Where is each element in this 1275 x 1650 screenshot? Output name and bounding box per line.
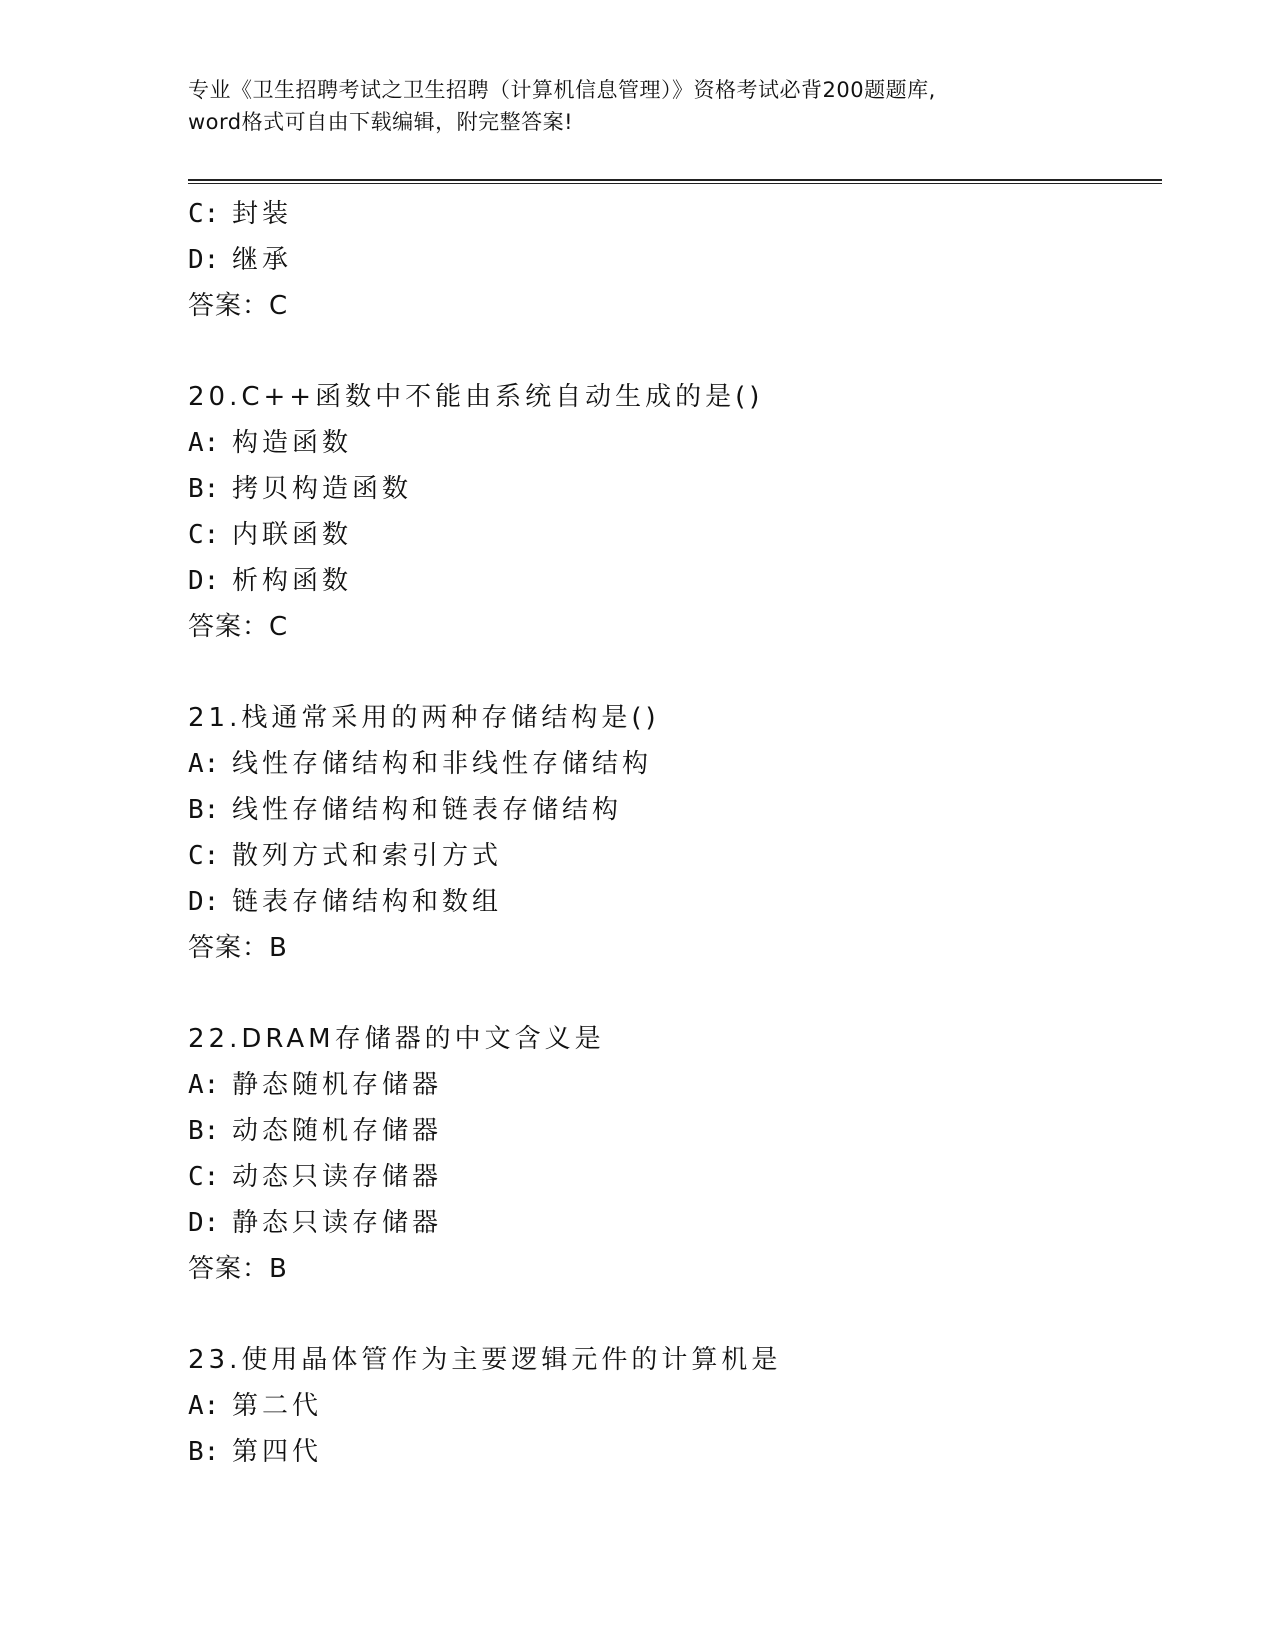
option-key: C: — [188, 841, 220, 871]
option-text: 静态随机存储器 — [232, 1070, 443, 1100]
option-key: B: — [188, 474, 220, 504]
question-block-20 — [188, 374, 1148, 650]
question-text: 20.C++函数中不能由系统自动生成的是() — [188, 382, 764, 412]
option-key: B: — [188, 1437, 220, 1467]
option-text: 拷贝构造函数 — [232, 474, 413, 504]
option-text: 析构函数 — [232, 566, 353, 596]
option-key: D: — [188, 887, 220, 917]
option-key: C: — [188, 520, 220, 550]
option-a — [188, 420, 1148, 466]
option-c — [188, 833, 1148, 879]
option-text: 动态只读存储器 — [232, 1162, 443, 1192]
option-text: 静态只读存储器 — [232, 1208, 443, 1238]
option-key: D: — [188, 245, 220, 275]
question-block-23 — [188, 1337, 1148, 1475]
option-key: A: — [188, 749, 220, 779]
option-d — [188, 1200, 1148, 1246]
option-d — [188, 237, 1148, 283]
header-divider-thin — [188, 183, 1162, 184]
option-key: C: — [188, 1162, 220, 1192]
option-b — [188, 1429, 1148, 1475]
option-text: 封装 — [232, 199, 293, 229]
header-line-1: 专业《卫生招聘考试之卫生招聘（计算机信息管理）》资格考试必背200题题库, — [188, 78, 936, 102]
option-text: 第四代 — [232, 1437, 323, 1467]
question-block-21 — [188, 695, 1148, 971]
option-c — [188, 512, 1148, 558]
option-text: 动态随机存储器 — [232, 1116, 443, 1146]
option-key: C: — [188, 199, 220, 229]
option-text: 内联函数 — [232, 520, 353, 550]
option-text: 第二代 — [232, 1391, 323, 1421]
option-text: 构造函数 — [232, 428, 353, 458]
option-text: 散列方式和索引方式 — [232, 841, 503, 871]
option-text: 链表存储结构和数组 — [232, 887, 503, 917]
option-b — [188, 466, 1148, 512]
question-block-19 — [188, 191, 1148, 329]
option-key: A: — [188, 1391, 220, 1421]
option-key: D: — [188, 566, 220, 596]
question-list — [188, 191, 1148, 1475]
option-a — [188, 1383, 1148, 1429]
question-block-22 — [188, 1016, 1148, 1292]
option-a — [188, 1062, 1148, 1108]
answer-line: 答案：C — [188, 291, 289, 321]
option-text: 继承 — [232, 245, 293, 275]
option-key: A: — [188, 428, 220, 458]
option-key: B: — [188, 1116, 220, 1146]
answer-line: 答案：C — [188, 612, 289, 642]
question-text: 21.栈通常采用的两种存储结构是() — [188, 703, 660, 733]
question-text: 23.使用晶体管作为主要逻辑元件的计算机是 — [188, 1345, 782, 1375]
header-divider — [188, 179, 1162, 181]
option-a — [188, 741, 1148, 787]
answer-line: 答案：B — [188, 1254, 288, 1284]
option-text: 线性存储结构和链表存储结构 — [232, 795, 623, 825]
document-header — [188, 74, 1088, 138]
question-text: 22.DRAM存储器的中文含义是 — [188, 1024, 605, 1054]
header-line-2: word格式可自由下载编辑，附完整答案! — [188, 110, 574, 134]
option-text: 线性存储结构和非线性存储结构 — [232, 749, 653, 779]
answer-line: 答案：B — [188, 933, 288, 963]
option-d — [188, 558, 1148, 604]
option-b — [188, 787, 1148, 833]
option-key: A: — [188, 1070, 220, 1100]
option-b — [188, 1108, 1148, 1154]
option-key: B: — [188, 795, 220, 825]
option-c — [188, 1154, 1148, 1200]
option-key: D: — [188, 1208, 220, 1238]
option-c — [188, 191, 1148, 237]
option-d — [188, 879, 1148, 925]
